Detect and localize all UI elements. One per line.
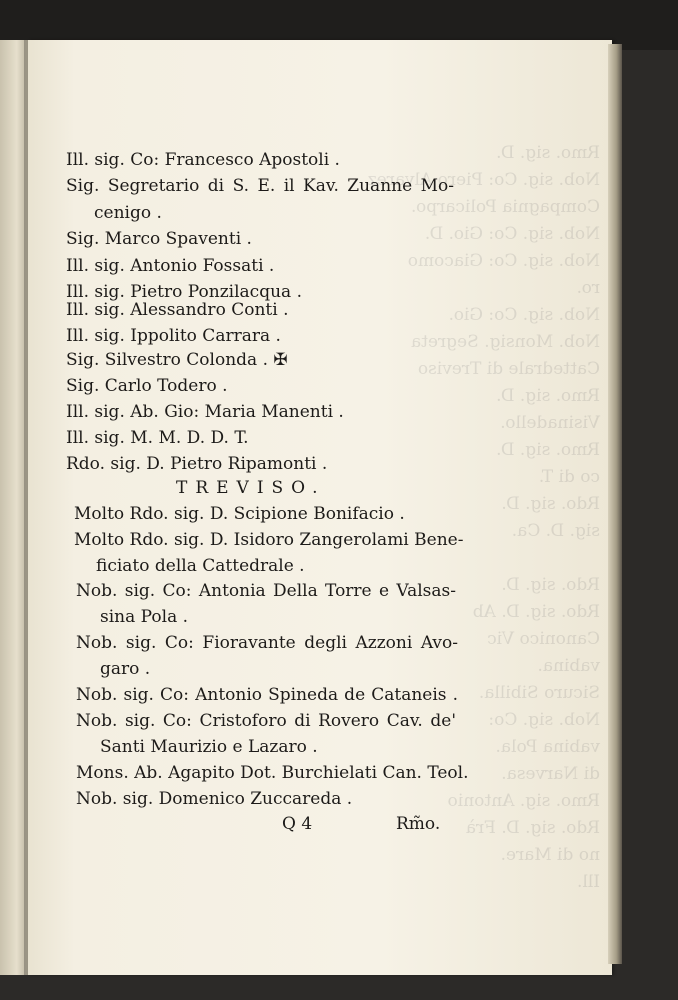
text-line: Ill. sig. Co: Francesco Apostoli .	[66, 150, 340, 170]
text-line: Nob. sig. Domenico Zuccareda .	[76, 789, 353, 809]
catchword: Rm̃o.	[396, 814, 441, 834]
text-line: Sig. Carlo Todero .	[66, 376, 228, 396]
text-line: Ill. sig. Alessandro Conti .	[66, 300, 289, 320]
text-line: Sig. Segretario di S. E. il Kav. Zuanne Mo-	[66, 176, 454, 196]
text-line: Rdo. sig. D. Pietro Ripamonti .	[66, 454, 328, 474]
text-line: Nob. sig. Co: Antonio Spineda de Cataneis .	[76, 685, 458, 705]
text-line: ficiato della Cattedrale .	[96, 556, 305, 576]
text-line: Mons. Ab. Agapito Dot. Burchielati Can. Teol.	[76, 763, 469, 783]
text-line: Ill. sig. Antonio Fossati .	[66, 256, 275, 276]
text-line: garo .	[100, 659, 151, 679]
section-heading: TREVISO.	[176, 478, 326, 498]
bleed-through-texture: Rmo. sig. D. Nob. sig. Co: Piero Alvarez Compagnia Policarpo. Nob. sig. Co: Gio. D. Nob. sig. Co: Giacomo ro. Nob. sig. Co: Gio. Nob. Monsig. Segreta Cattedrale di Treviso Rmo. sig. D. Visinadello. Rmo. sig. D. co di T. Rdo. sig. D. sig. D. Ca. Rdo. sig. D. Rdo. sig. D. Ab Canonico Vic vabina. Sicuro Sibilla. Nob. sig. Co: vabina Pola. di Narvesa. Rmo. sig. Antonio Rdo. sig. D. Frà no di Mare. Ill.	[367, 143, 600, 892]
signature-mark: Q 4	[282, 814, 313, 834]
text-line: Sig. Silvestro Colonda . ✠	[66, 350, 288, 370]
text-line: Molto Rdo. sig. D. Scipione Bonifacio .	[74, 504, 405, 524]
text-line: Molto Rdo. sig. D. Isidoro Zangerolami Bene-	[74, 530, 464, 550]
text-line: Ill. sig. M. M. D. D. T.	[66, 428, 249, 448]
text-line: Santi Maurizio e Lazaro .	[100, 737, 318, 757]
text-line: Ill. sig. Ippolito Carrara .	[66, 326, 281, 346]
text-line: Sig. Marco Spaventi .	[66, 229, 252, 249]
text-line: cenigo .	[94, 203, 162, 223]
text-line: Ill. sig. Pietro Ponzilacqua .	[66, 282, 302, 302]
text-line: Nob. sig. Co: Fioravante degli Azzoni Avo-	[76, 633, 458, 653]
text-line: sina Pola .	[100, 607, 189, 627]
text-line: Nob. sig. Co: Antonia Della Torre e Valsas-	[76, 581, 456, 601]
text-line: Ill. sig. Ab. Gio: Maria Manenti .	[66, 402, 344, 422]
text-line: Nob. sig. Co: Cristoforo di Rovero Cav. de'	[76, 711, 456, 731]
